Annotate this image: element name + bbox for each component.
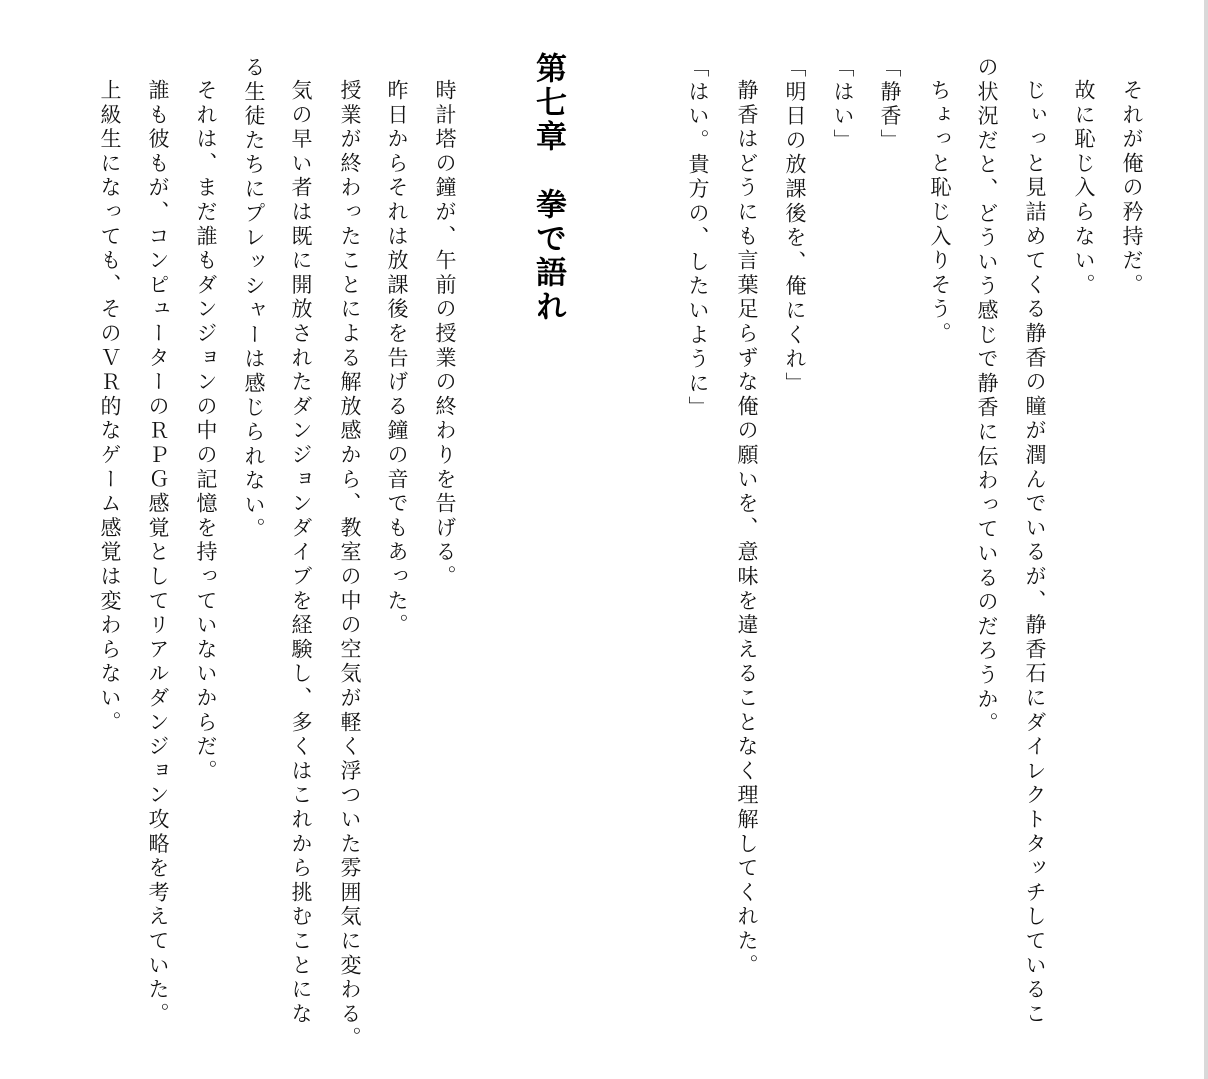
page-edge xyxy=(1204,0,1208,1079)
chapter-title: 第七章 拳で語れ xyxy=(530,52,566,324)
text-line: それが俺の矜持だ。 xyxy=(1120,79,1144,298)
text-line: 故に恥じ入らない。 xyxy=(1072,79,1096,298)
text-line: じぃっと見詰めてくる静香の瞳が潤んでいるが、静香石にダイレクトタッチしているこ xyxy=(1023,79,1047,1027)
text-line: 誰も彼もが、コンピューターのＲＰＧ感覚としてリアルダンジョン攻略を考えていた。 xyxy=(146,79,170,1027)
text-line: 上級生になっても、そのＶＲ的なゲーム感覚は変わらない。 xyxy=(98,79,122,736)
text-line: る生徒たちにプレッシャーは感じられない。 xyxy=(242,56,266,542)
text-line: 時計塔の鐘が、午前の授業の終わりを告げる。 xyxy=(433,79,457,590)
text-line: 授業が終わったことによる解放感から、教室の中の空気が軽く浮ついた雰囲気に変わる。 xyxy=(338,79,362,1051)
text-line: 静香はどうにも言葉足らずな俺の願いを、意味を違えることなく理解してくれた。 xyxy=(735,79,759,979)
text-line: 「静香」 xyxy=(878,56,902,154)
text-line: 昨日からそれは放課後を告げる鐘の音でもあった。 xyxy=(385,79,409,638)
text-line: 「明日の放課後を、俺にくれ」 xyxy=(783,56,807,397)
text-line: それは、まだ誰もダンジョンの中の記憶を持っていないからだ。 xyxy=(194,79,218,784)
text-line: ちょっと恥じ入りそう。 xyxy=(928,79,952,347)
text-line: 気の早い者は既に開放されたダンジョンダイブを経験し、多くはこれから挑むことにな xyxy=(289,79,313,1027)
text-line: 「はい」 xyxy=(831,56,855,154)
text-line: 「はい。貴方の、したいように」 xyxy=(686,56,710,421)
text-line: の状況だと、どういう感じで静香に伝わっているのだろうか。 xyxy=(975,56,999,737)
